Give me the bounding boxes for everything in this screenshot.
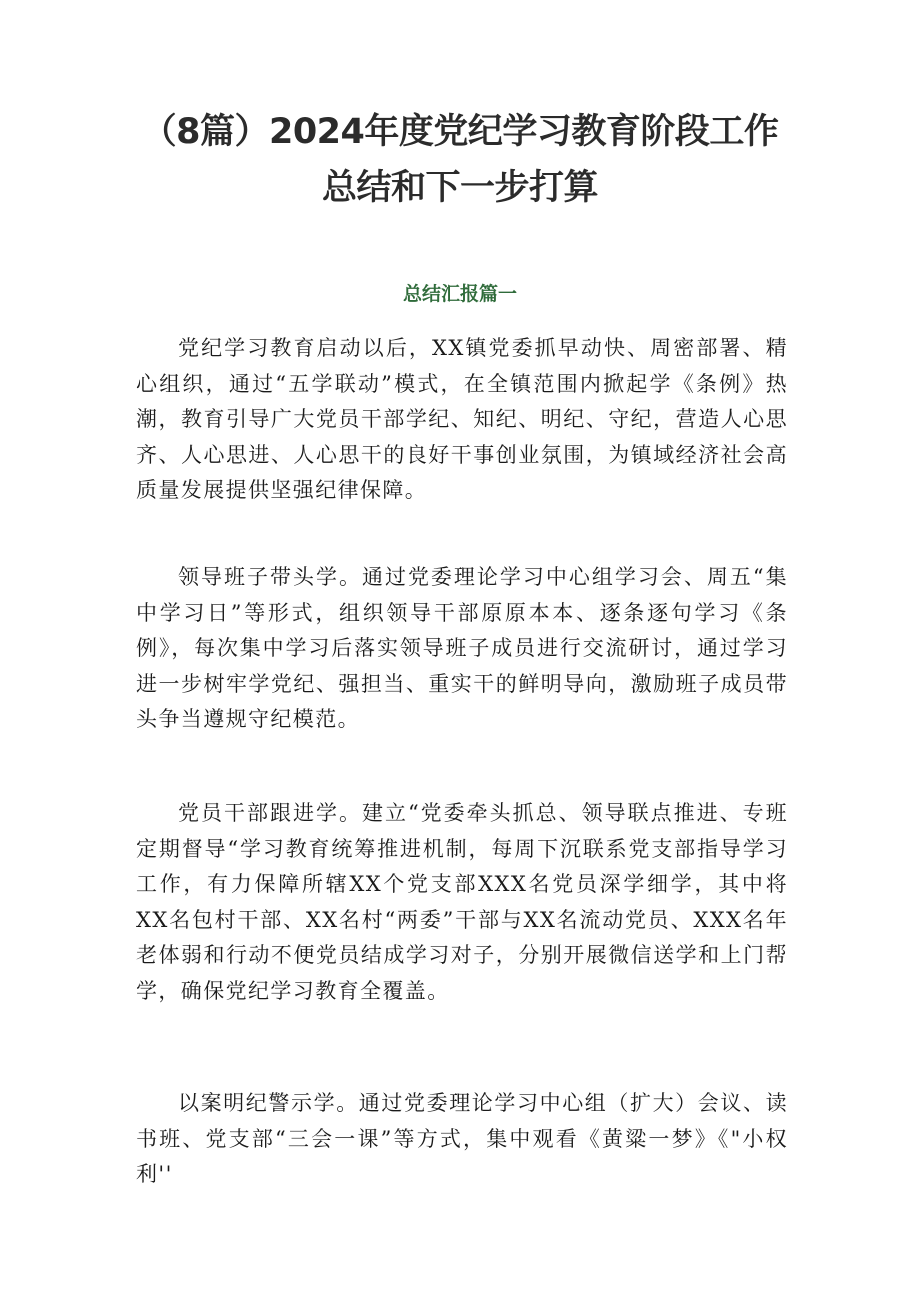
document-title — [110, 104, 810, 216]
document-title-line-1: （8篇）2024年度党纪学习教育阶段工作 — [141, 112, 779, 152]
paragraph-leadership-study: 领导班子带头学。通过党委理论学习中心组学习会、周五“集中学习日”等形式，组织领导干部原原本本、逐条逐句学习《条例》，每次集中学习后落实领导班子成员进行交流研讨，通过学习进一步树牢学党纪、强担当、重实干的鲜明导向，激励班子成员带头争当遵规守纪模范。 — [136, 565, 788, 731]
paragraph-intro: 党纪学习教育启动以后，XX镇党委抓早动快、周密部署、精心组织，通过“五学联动”模式，在全镇范围内掀起学《条例》热潮，教育引导广大党员干部学纪、知纪、明纪、守纪，营造人心思齐、人心思进、人心思干的良好干事创业氛围，为镇域经济社会高质量发展提供坚强纪律保障。 — [136, 336, 788, 502]
section-heading: 总结汇报篇一 — [402, 283, 517, 305]
paragraph-cadre-study: 党员干部跟进学。建立“党委牵头抓总、领导联点推进、专班定期督导“学习教育统筹推进机制，每周下沉联系党支部指导学习工作，有力保障所辖XX个党支部XXX名党员深学细学，其中将XX名包村干部、XX名村“两委”干部与XX名流动党员、XXX名年老体弱和行动不便党员结成学习对子，分别开展微信送学和上门帮学，确保党纪学习教育全覆盖。 — [136, 801, 788, 1003]
paragraph-case-warning-study: 以案明纪警示学。通过党委理论学习中心组（扩大）会议、读书班、党支部“三会一课”等方式，集中观看《黄粱一梦》《"小权利'' — [136, 1091, 788, 1186]
document-title-line-2: 总结和下一步打算 — [321, 168, 598, 208]
